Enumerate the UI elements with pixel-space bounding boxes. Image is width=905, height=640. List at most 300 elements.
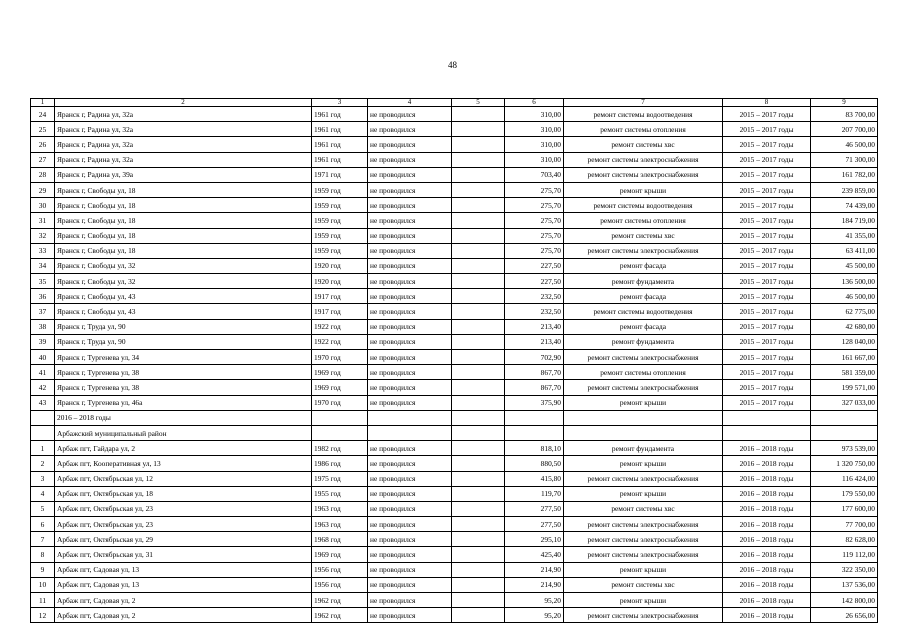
year-built-cell: 1959 год — [312, 198, 368, 213]
cost-cell: 207 700,00 — [811, 122, 878, 137]
year-built-cell: 1986 год — [312, 456, 368, 471]
last-repair-cell: не проводился — [368, 471, 452, 486]
table-row — [31, 243, 878, 258]
last-repair-cell: не проводился — [368, 137, 452, 152]
work-type-cell: ремонт системы электроснабжения — [564, 380, 723, 395]
last-repair-cell: не проводился — [368, 562, 452, 577]
section-title: Арбажский муниципальный район — [55, 425, 312, 440]
area-cell: 227,50 — [505, 274, 564, 289]
year-built-cell: 1969 год — [312, 365, 368, 380]
address-cell: Яранск г, Радина ул, 32а — [55, 122, 312, 137]
table-row — [31, 577, 878, 592]
year-built-cell: 1971 год — [312, 167, 368, 182]
address-cell: Яранск г, Труда ул, 90 — [55, 319, 312, 334]
empty-cell — [723, 410, 811, 425]
work-type-cell: ремонт крыши — [564, 395, 723, 410]
cost-cell: 41 355,00 — [811, 228, 878, 243]
last-repair-cell: не проводился — [368, 517, 452, 532]
address-cell: Арбаж пгт, Садовая ул, 13 — [55, 577, 312, 592]
table-row — [31, 395, 878, 410]
work-type-cell: ремонт крыши — [564, 456, 723, 471]
area-cell: 425,40 — [505, 547, 564, 562]
cost-cell: 63 411,00 — [811, 243, 878, 258]
empty-cell — [368, 425, 452, 440]
empty-cell — [452, 395, 505, 410]
address-cell: Яранск г, Тургенева ул, 38 — [55, 365, 312, 380]
empty-cell — [452, 213, 505, 228]
year-built-cell: 1959 год — [312, 213, 368, 228]
work-type-cell: ремонт системы электроснабжения — [564, 547, 723, 562]
address-cell: Арбаж пгт, Октябрьская ул, 29 — [55, 532, 312, 547]
work-type-cell: ремонт системы отопления — [564, 365, 723, 380]
empty-cell — [452, 517, 505, 532]
work-type-cell: ремонт крыши — [564, 486, 723, 501]
period-cell: 2016 – 2018 годы — [723, 486, 811, 501]
table-row — [31, 334, 878, 349]
last-repair-cell: не проводился — [368, 213, 452, 228]
address-cell: Арбаж пгт, Октябрьская ул, 23 — [55, 501, 312, 516]
year-built-cell: 1920 год — [312, 274, 368, 289]
row-number-cell: 2 — [31, 456, 55, 471]
table-row — [31, 198, 878, 213]
cost-cell: 46 500,00 — [811, 137, 878, 152]
row-number-cell: 4 — [31, 486, 55, 501]
table-row — [31, 258, 878, 273]
year-built-cell: 1962 год — [312, 593, 368, 608]
address-cell: Яранск г, Свободы ул, 43 — [55, 289, 312, 304]
work-type-cell: ремонт системы электроснабжения — [564, 471, 723, 486]
area-cell: 214,90 — [505, 577, 564, 592]
last-repair-cell: не проводился — [368, 593, 452, 608]
cost-cell: 62 775,00 — [811, 304, 878, 319]
cost-cell: 973 539,00 — [811, 441, 878, 456]
work-type-cell: ремонт фундамента — [564, 274, 723, 289]
work-type-cell: ремонт системы водоотведения — [564, 107, 723, 122]
period-cell: 2015 – 2017 годы — [723, 289, 811, 304]
area-cell: 277,50 — [505, 517, 564, 532]
area-cell: 375,90 — [505, 395, 564, 410]
period-cell: 2016 – 2018 годы — [723, 608, 811, 623]
work-type-cell: ремонт системы хвс — [564, 228, 723, 243]
work-type-cell: ремонт системы водоотведения — [564, 304, 723, 319]
row-number-cell: 26 — [31, 137, 55, 152]
year-built-cell: 1956 год — [312, 577, 368, 592]
row-number-cell: 8 — [31, 547, 55, 562]
area-cell: 119,70 — [505, 486, 564, 501]
area-cell: 232,50 — [505, 289, 564, 304]
empty-cell — [452, 258, 505, 273]
year-built-cell: 1959 год — [312, 182, 368, 197]
last-repair-cell: не проводился — [368, 501, 452, 516]
cost-cell: 137 536,00 — [811, 577, 878, 592]
empty-cell — [723, 425, 811, 440]
area-cell: 880,50 — [505, 456, 564, 471]
work-type-cell: ремонт крыши — [564, 593, 723, 608]
work-type-cell: ремонт системы отопления — [564, 122, 723, 137]
row-number-cell: 30 — [31, 198, 55, 213]
last-repair-cell: не проводился — [368, 380, 452, 395]
period-cell: 2016 – 2018 годы — [723, 577, 811, 592]
period-cell: 2015 – 2017 годы — [723, 213, 811, 228]
row-number-cell: 27 — [31, 152, 55, 167]
period-cell: 2016 – 2018 годы — [723, 471, 811, 486]
last-repair-cell: не проводился — [368, 532, 452, 547]
address-cell: Яранск г, Тургенева ул, 46а — [55, 395, 312, 410]
period-cell: 2015 – 2017 годы — [723, 395, 811, 410]
year-built-cell: 1917 год — [312, 289, 368, 304]
table-row — [31, 152, 878, 167]
last-repair-cell: не проводился — [368, 577, 452, 592]
table-row — [31, 532, 878, 547]
area-cell: 703,40 — [505, 167, 564, 182]
last-repair-cell: не проводился — [368, 182, 452, 197]
address-cell: Яранск г, Радина ул, 39а — [55, 167, 312, 182]
period-cell: 2016 – 2018 годы — [723, 593, 811, 608]
last-repair-cell: не проводился — [368, 395, 452, 410]
area-cell: 295,10 — [505, 532, 564, 547]
table-row — [31, 380, 878, 395]
work-type-cell: ремонт системы водоотведения — [564, 198, 723, 213]
table-row — [31, 441, 878, 456]
year-built-cell: 1963 год — [312, 501, 368, 516]
table-row — [31, 501, 878, 516]
empty-cell — [452, 243, 505, 258]
address-cell: Арбаж пгт, Октябрьская ул, 31 — [55, 547, 312, 562]
last-repair-cell: не проводился — [368, 486, 452, 501]
area-cell: 275,70 — [505, 228, 564, 243]
address-cell: Яранск г, Свободы ул, 18 — [55, 228, 312, 243]
empty-cell — [452, 410, 505, 425]
table-row — [31, 319, 878, 334]
work-type-cell: ремонт крыши — [564, 562, 723, 577]
cost-cell: 77 700,00 — [811, 517, 878, 532]
address-cell: Яранск г, Свободы ул, 32 — [55, 258, 312, 273]
table-row — [31, 122, 878, 137]
row-number-cell: 9 — [31, 562, 55, 577]
period-cell: 2015 – 2017 годы — [723, 380, 811, 395]
last-repair-cell: не проводился — [368, 258, 452, 273]
table-row — [31, 547, 878, 562]
work-type-cell: ремонт системы электроснабжения — [564, 167, 723, 182]
period-cell: 2015 – 2017 годы — [723, 137, 811, 152]
row-number-cell: 6 — [31, 517, 55, 532]
work-type-cell: ремонт системы электроснабжения — [564, 608, 723, 623]
table-row — [31, 608, 878, 623]
address-cell: Яранск г, Свободы ул, 18 — [55, 182, 312, 197]
year-built-cell: 1963 год — [312, 517, 368, 532]
cost-cell: 136 500,00 — [811, 274, 878, 289]
period-cell: 2016 – 2018 годы — [723, 562, 811, 577]
period-cell: 2015 – 2017 годы — [723, 167, 811, 182]
section-row — [31, 410, 878, 425]
cost-cell: 1 320 750,00 — [811, 456, 878, 471]
work-type-cell: ремонт фасада — [564, 258, 723, 273]
empty-cell — [505, 425, 564, 440]
cost-cell: 46 500,00 — [811, 289, 878, 304]
row-number-cell: 31 — [31, 213, 55, 228]
period-cell: 2015 – 2017 годы — [723, 304, 811, 319]
row-number-cell: 24 — [31, 107, 55, 122]
last-repair-cell: не проводился — [368, 198, 452, 213]
year-built-cell: 1961 год — [312, 152, 368, 167]
area-cell: 227,50 — [505, 258, 564, 273]
empty-cell — [452, 228, 505, 243]
year-built-cell: 1922 год — [312, 319, 368, 334]
last-repair-cell: не проводился — [368, 456, 452, 471]
row-number-cell: 11 — [31, 593, 55, 608]
area-cell: 867,70 — [505, 365, 564, 380]
area-cell: 275,70 — [505, 198, 564, 213]
work-type-cell: ремонт системы электроснабжения — [564, 532, 723, 547]
row-number-cell: 33 — [31, 243, 55, 258]
empty-cell — [452, 577, 505, 592]
address-cell: Яранск г, Свободы ул, 18 — [55, 198, 312, 213]
cost-cell: 161 782,00 — [811, 167, 878, 182]
empty-cell — [452, 380, 505, 395]
cost-cell: 42 680,00 — [811, 319, 878, 334]
table-row — [31, 182, 878, 197]
last-repair-cell: не проводился — [368, 228, 452, 243]
address-cell: Арбаж пгт, Садовая ул, 2 — [55, 608, 312, 623]
area-cell: 702,90 — [505, 350, 564, 365]
row-number-cell: 42 — [31, 380, 55, 395]
last-repair-cell: не проводился — [368, 107, 452, 122]
empty-cell — [505, 410, 564, 425]
year-built-cell: 1961 год — [312, 122, 368, 137]
table-row — [31, 365, 878, 380]
cost-cell: 82 628,00 — [811, 532, 878, 547]
period-cell: 2015 – 2017 годы — [723, 334, 811, 349]
address-cell: Арбаж пгт, Октябрьская ул, 18 — [55, 486, 312, 501]
table-row — [31, 228, 878, 243]
period-cell: 2015 – 2017 годы — [723, 350, 811, 365]
column-number: 9 — [811, 99, 878, 107]
cost-cell: 142 800,00 — [811, 593, 878, 608]
address-cell: Арбаж пгт, Садовая ул, 2 — [55, 593, 312, 608]
cost-cell: 26 656,00 — [811, 608, 878, 623]
row-number-cell: 43 — [31, 395, 55, 410]
year-built-cell: 1961 год — [312, 137, 368, 152]
work-type-cell: ремонт системы отопления — [564, 213, 723, 228]
empty-cell — [452, 334, 505, 349]
year-built-cell: 1959 год — [312, 243, 368, 258]
year-built-cell: 1970 год — [312, 395, 368, 410]
year-built-cell: 1970 год — [312, 350, 368, 365]
table-row — [31, 471, 878, 486]
period-cell: 2016 – 2018 годы — [723, 547, 811, 562]
empty-cell — [452, 547, 505, 562]
empty-cell — [452, 167, 505, 182]
row-number-cell: 25 — [31, 122, 55, 137]
area-cell: 818,10 — [505, 441, 564, 456]
area-cell: 310,00 — [505, 152, 564, 167]
row-number-cell: 35 — [31, 274, 55, 289]
year-built-cell: 1968 год — [312, 532, 368, 547]
cost-cell: 74 439,00 — [811, 198, 878, 213]
page-number: 48 — [448, 60, 457, 70]
year-built-cell: 1969 год — [312, 380, 368, 395]
area-cell: 214,90 — [505, 562, 564, 577]
last-repair-cell: не проводился — [368, 152, 452, 167]
empty-cell — [452, 137, 505, 152]
last-repair-cell: не проводился — [368, 243, 452, 258]
last-repair-cell: не проводился — [368, 365, 452, 380]
section-row — [31, 425, 878, 440]
address-cell: Яранск г, Свободы ул, 18 — [55, 213, 312, 228]
empty-cell — [452, 274, 505, 289]
column-number: 6 — [505, 99, 564, 107]
empty-cell — [452, 182, 505, 197]
year-built-cell: 1922 год — [312, 334, 368, 349]
period-cell: 2015 – 2017 годы — [723, 152, 811, 167]
row-number-cell: 10 — [31, 577, 55, 592]
empty-cell — [452, 562, 505, 577]
column-number: 5 — [452, 99, 505, 107]
table-row — [31, 137, 878, 152]
table-row — [31, 213, 878, 228]
cost-cell: 199 571,00 — [811, 380, 878, 395]
last-repair-cell: не проводился — [368, 547, 452, 562]
column-number: 7 — [564, 99, 723, 107]
address-cell: Яранск г, Радина ул, 32а — [55, 137, 312, 152]
column-number: 3 — [312, 99, 368, 107]
period-cell: 2016 – 2018 годы — [723, 501, 811, 516]
address-cell: Яранск г, Труда ул, 90 — [55, 334, 312, 349]
cost-cell: 581 359,00 — [811, 365, 878, 380]
period-cell: 2016 – 2018 годы — [723, 441, 811, 456]
address-cell: Яранск г, Радина ул, 32а — [55, 107, 312, 122]
period-cell: 2015 – 2017 годы — [723, 228, 811, 243]
empty-cell — [452, 350, 505, 365]
year-built-cell: 1982 год — [312, 441, 368, 456]
last-repair-cell: не проводился — [368, 334, 452, 349]
empty-cell — [452, 152, 505, 167]
address-cell: Яранск г, Свободы ул, 18 — [55, 243, 312, 258]
period-cell: 2016 – 2018 годы — [723, 532, 811, 547]
cost-cell: 128 040,00 — [811, 334, 878, 349]
empty-cell — [452, 122, 505, 137]
column-number: 1 — [31, 99, 55, 107]
address-cell: Арбаж пгт, Октябрьская ул, 23 — [55, 517, 312, 532]
period-cell: 2015 – 2017 годы — [723, 319, 811, 334]
empty-cell — [452, 471, 505, 486]
work-type-cell: ремонт системы электроснабжения — [564, 152, 723, 167]
row-number-cell: 40 — [31, 350, 55, 365]
work-type-cell: ремонт фундамента — [564, 441, 723, 456]
empty-cell — [452, 304, 505, 319]
cost-cell: 83 700,00 — [811, 107, 878, 122]
address-cell: Яранск г, Свободы ул, 43 — [55, 304, 312, 319]
period-cell: 2015 – 2017 годы — [723, 243, 811, 258]
work-type-cell: ремонт крыши — [564, 182, 723, 197]
period-cell: 2015 – 2017 годы — [723, 274, 811, 289]
table-row — [31, 517, 878, 532]
cost-cell: 71 300,00 — [811, 152, 878, 167]
last-repair-cell: не проводился — [368, 608, 452, 623]
address-cell: Арбаж пгт, Октябрьская ул, 12 — [55, 471, 312, 486]
year-built-cell: 1917 год — [312, 304, 368, 319]
row-number-cell: 41 — [31, 365, 55, 380]
empty-cell — [452, 593, 505, 608]
last-repair-cell: не проводился — [368, 319, 452, 334]
period-cell: 2015 – 2017 годы — [723, 365, 811, 380]
row-number-cell: 39 — [31, 334, 55, 349]
period-cell: 2015 – 2017 годы — [723, 107, 811, 122]
row-number-cell: 28 — [31, 167, 55, 182]
area-cell: 275,70 — [505, 182, 564, 197]
empty-cell — [312, 410, 368, 425]
cost-cell: 116 424,00 — [811, 471, 878, 486]
empty-cell — [811, 425, 878, 440]
period-cell: 2015 – 2017 годы — [723, 182, 811, 197]
area-cell: 277,50 — [505, 501, 564, 516]
area-cell: 275,70 — [505, 243, 564, 258]
table-row — [31, 350, 878, 365]
area-cell: 95,20 — [505, 608, 564, 623]
area-cell: 232,50 — [505, 304, 564, 319]
area-cell: 213,40 — [505, 319, 564, 334]
cost-cell: 119 112,00 — [811, 547, 878, 562]
cost-cell: 239 859,00 — [811, 182, 878, 197]
row-number-cell: 3 — [31, 471, 55, 486]
period-cell: 2016 – 2018 годы — [723, 456, 811, 471]
period-cell: 2015 – 2017 годы — [723, 258, 811, 273]
cost-cell: 184 719,00 — [811, 213, 878, 228]
table-row — [31, 289, 878, 304]
area-cell: 867,70 — [505, 380, 564, 395]
area-cell: 213,40 — [505, 334, 564, 349]
year-built-cell: 1969 год — [312, 547, 368, 562]
empty-cell — [564, 410, 723, 425]
row-number-cell: 7 — [31, 532, 55, 547]
cost-cell: 179 550,00 — [811, 486, 878, 501]
last-repair-cell: не проводился — [368, 441, 452, 456]
area-cell: 95,20 — [505, 593, 564, 608]
work-type-cell: ремонт фасада — [564, 319, 723, 334]
work-type-cell: ремонт системы электроснабжения — [564, 243, 723, 258]
table-row — [31, 107, 878, 122]
empty-cell — [452, 289, 505, 304]
last-repair-cell: не проводился — [368, 350, 452, 365]
empty-cell — [452, 501, 505, 516]
cost-cell: 177 600,00 — [811, 501, 878, 516]
column-number: 4 — [368, 99, 452, 107]
empty-cell — [452, 486, 505, 501]
work-type-cell: ремонт системы электроснабжения — [564, 350, 723, 365]
empty-cell — [452, 532, 505, 547]
row-number-cell: 34 — [31, 258, 55, 273]
row-number-cell: 37 — [31, 304, 55, 319]
row-number-cell: 12 — [31, 608, 55, 623]
row-number-cell: 38 — [31, 319, 55, 334]
work-type-cell: ремонт фасада — [564, 289, 723, 304]
column-number-row — [31, 99, 878, 107]
table-row — [31, 304, 878, 319]
table-row — [31, 486, 878, 501]
empty-cell — [452, 198, 505, 213]
year-built-cell: 1920 год — [312, 258, 368, 273]
address-cell: Яранск г, Радина ул, 32а — [55, 152, 312, 167]
address-cell: Арбаж пгт, Садовая ул, 13 — [55, 562, 312, 577]
work-type-cell: ремонт системы хвс — [564, 577, 723, 592]
table-row — [31, 593, 878, 608]
last-repair-cell: не проводился — [368, 304, 452, 319]
period-cell: 2016 – 2018 годы — [723, 517, 811, 532]
empty-cell — [452, 365, 505, 380]
empty-cell — [564, 425, 723, 440]
cost-cell: 322 350,00 — [811, 562, 878, 577]
year-built-cell: 1975 год — [312, 471, 368, 486]
